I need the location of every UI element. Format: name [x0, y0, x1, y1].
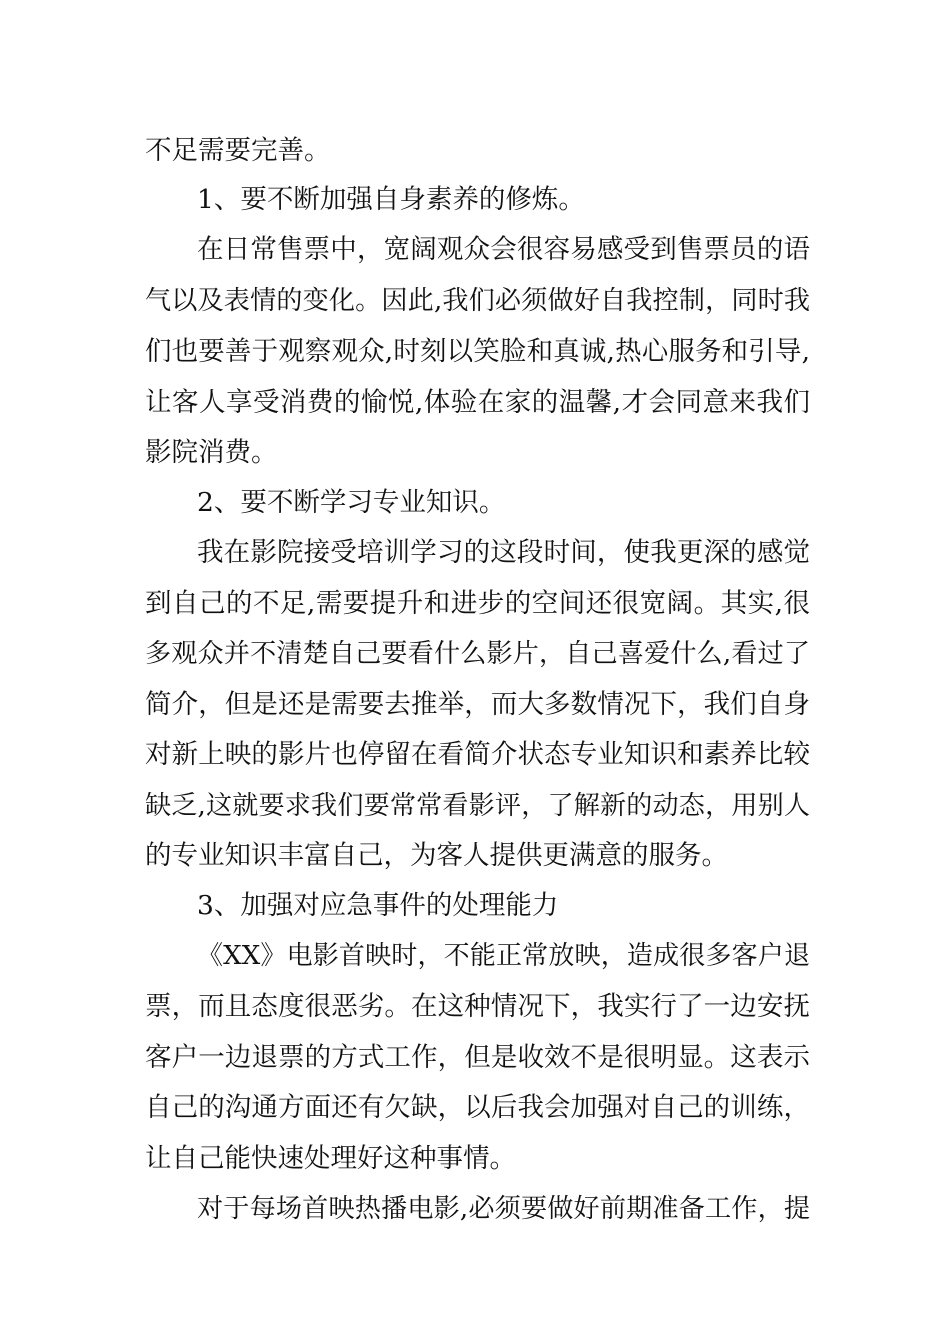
paragraph-line: 影院消费。 [145, 437, 278, 468]
paragraph-line: 让客人享受消费的愉悦,体验在家的温馨,才会同意来我们 [145, 387, 810, 418]
paragraph-line: 不足需要完善。 [145, 135, 331, 166]
paragraph-line: 在日常售票中，宽阔观众会很容易感受到售票员的语 [197, 234, 810, 265]
paragraph-line: 我在影院接受培训学习的这段时间，使我更深的感觉 [197, 537, 810, 568]
paragraph-line: 让自己能快速处理好这种事情。 [145, 1143, 516, 1174]
paragraph-line: 们也要善于观察观众,时刻以笑脸和真诚,热心服务和引导, [145, 336, 810, 367]
paragraph-line: 多观众并不清楚自己要看什么影片，自己喜爱什么,看过了 [145, 639, 810, 669]
section-heading-1: 1、要不断加强自身素养的修炼。 [197, 184, 585, 215]
section-heading-2: 2、要不断学习专业知识。 [197, 487, 506, 518]
paragraph-line: 客户一边退票的方式工作，但是收效不是很明显。这表示 [145, 1042, 810, 1073]
paragraph-line: 对新上映的影片也停留在看简介状态专业知识和素养比较 [145, 739, 810, 770]
paragraph-line: 《XX》电影首映时，不能正常放映，造成很多客户退 [197, 941, 810, 971]
paragraph-line: 缺乏,这就要求我们要常常看影评，了解新的动态，用别人 [145, 791, 810, 821]
section-heading-3: 3、加强对应急事件的处理能力 [197, 890, 559, 921]
paragraph-line: 的专业知识丰富自己，为客人提供更满意的服务。 [145, 840, 728, 871]
paragraph-line: 票，而且态度很恶劣。在这种情况下，我实行了一边安抚 [145, 991, 810, 1022]
paragraph-line: 自己的沟通方面还有欠缺，以后我会加强对自己的训练， [145, 1092, 810, 1123]
paragraph-line: 到自己的不足,需要提升和进步的空间还很宽阔。其实,很 [145, 588, 810, 619]
paragraph-line: 对于每场首映热播电影,必须要做好前期准备工作，提 [197, 1194, 810, 1224]
paragraph-line: 气以及表情的变化。因此,我们必须做好自我控制，同时我 [145, 286, 810, 316]
paragraph-line: 简介，但是还是需要去推举，而大多数情况下，我们自身 [145, 689, 810, 720]
